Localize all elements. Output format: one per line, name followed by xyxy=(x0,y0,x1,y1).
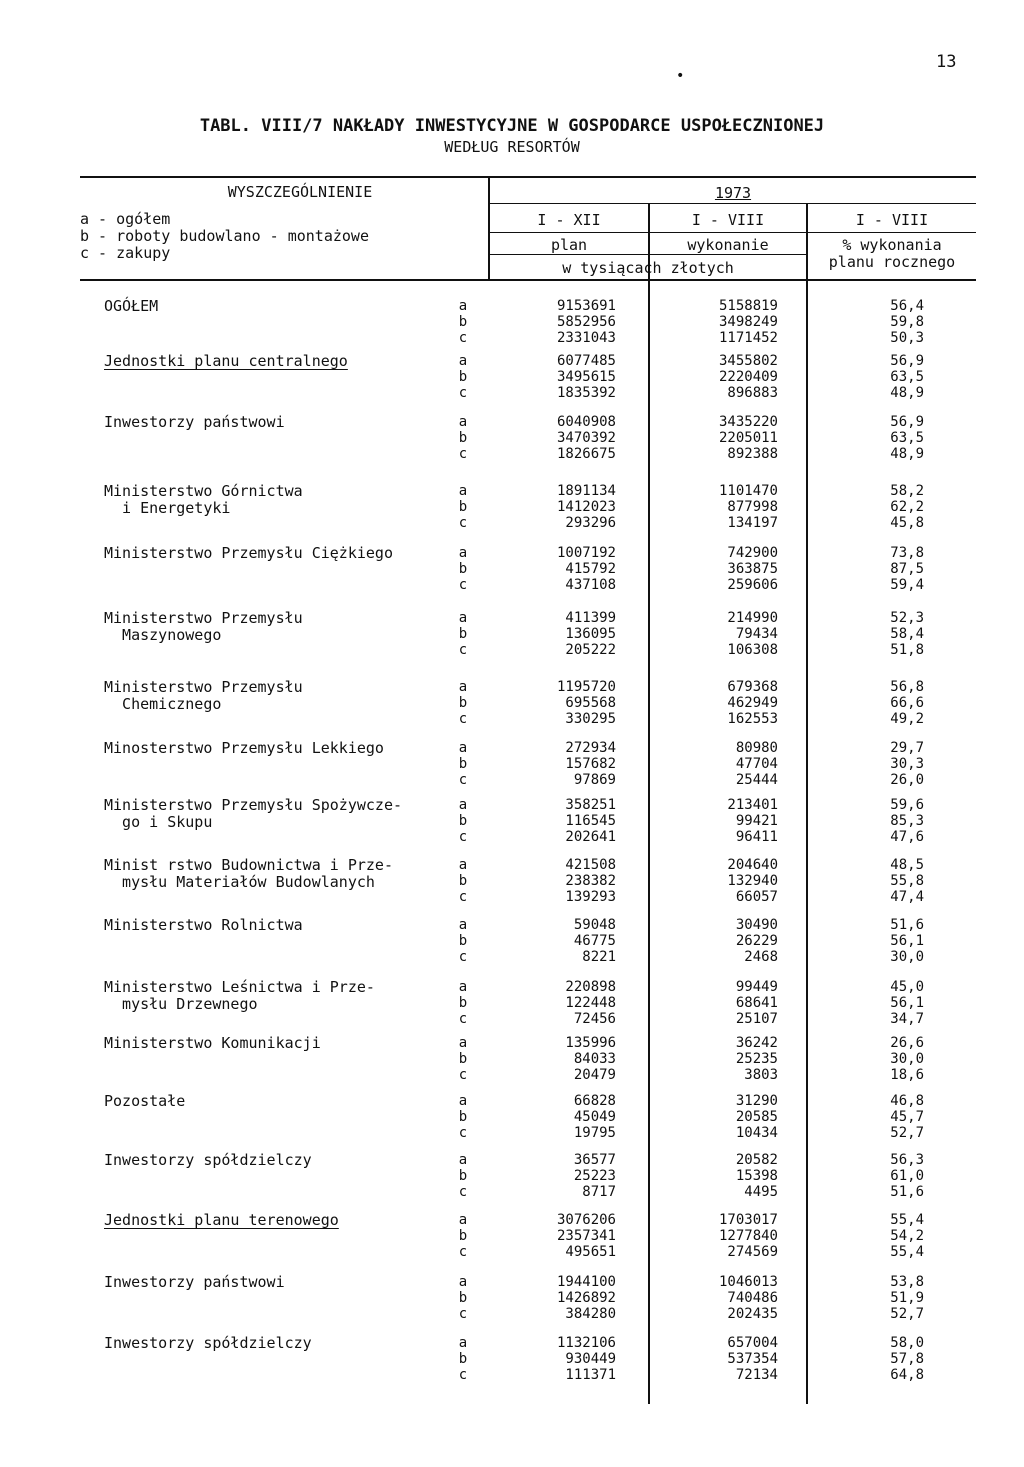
plan-value: 1426892 xyxy=(556,1290,616,1306)
pct-value: 47,4 xyxy=(890,889,924,905)
row-letter: c xyxy=(458,1067,468,1083)
exec-value: 5158819 xyxy=(718,298,778,314)
row-label: Minist rstwo Budownictwa i Prze- xyxy=(104,856,393,874)
row-label: Jednostki planu centralnego xyxy=(104,352,348,370)
exec-value: 1277840 xyxy=(718,1228,778,1244)
exec-value: 25107 xyxy=(735,1011,778,1027)
exec-value: 25235 xyxy=(735,1051,778,1067)
row-label: Ministerstwo Przemysłu xyxy=(104,609,303,627)
exec-value: 47704 xyxy=(735,756,778,772)
row-label: Minosterstwo Przemysłu Lekkiego xyxy=(104,739,384,757)
pct-value: 56,3 xyxy=(890,1152,924,1168)
pct-value: 59,8 xyxy=(890,314,924,330)
pct-value: 48,5 xyxy=(890,857,924,873)
row-letter: b xyxy=(458,499,468,515)
plan-value: 46775 xyxy=(573,933,616,949)
pct-value: 45,0 xyxy=(890,979,924,995)
exec-value: 80980 xyxy=(735,740,778,756)
exec-value: 363875 xyxy=(727,561,778,577)
exec-value: 4495 xyxy=(744,1184,778,1200)
plan-value: 19795 xyxy=(573,1125,616,1141)
pct-value: 66,6 xyxy=(890,695,924,711)
plan-value: 202641 xyxy=(565,829,616,845)
row-label: go i Skupu xyxy=(104,813,213,831)
plan-value: 3470392 xyxy=(556,430,616,446)
plan-value: 6077485 xyxy=(556,353,616,369)
pct-value: 52,7 xyxy=(890,1306,924,1322)
pct-value: 50,3 xyxy=(890,330,924,346)
plan-value: 1007192 xyxy=(556,545,616,561)
plan-value: 8221 xyxy=(582,949,616,965)
pct-value: 61,0 xyxy=(890,1168,924,1184)
row-label: Inwestorzy państwowi xyxy=(104,1273,285,1291)
plan-value: 1835392 xyxy=(556,385,616,401)
row-letter: c xyxy=(458,1306,468,1322)
exec-value: 259606 xyxy=(727,577,778,593)
row-label: Ministerstwo Przemysłu Ciężkiego xyxy=(104,544,393,562)
plan-value: 1195720 xyxy=(556,679,616,695)
spec-heading: WYSZCZEGÓLNIENIE xyxy=(227,183,373,201)
pct-value: 56,1 xyxy=(890,995,924,1011)
pct-value: 55,4 xyxy=(890,1212,924,1228)
exec-value: 1703017 xyxy=(718,1212,778,1228)
plan-value: 8717 xyxy=(582,1184,616,1200)
exec-value: 106308 xyxy=(727,642,778,658)
col1-sub: plan xyxy=(550,236,588,254)
plan-value: 25223 xyxy=(573,1168,616,1184)
pct-value: 58,4 xyxy=(890,626,924,642)
plan-value: 5852956 xyxy=(556,314,616,330)
exec-value: 162553 xyxy=(727,711,778,727)
row-label: OGÓŁEM xyxy=(104,297,159,315)
pct-value: 30,0 xyxy=(890,949,924,965)
plan-value: 1891134 xyxy=(556,483,616,499)
row-label: Jednostki planu terenowego xyxy=(104,1211,339,1229)
plan-value: 495651 xyxy=(565,1244,616,1260)
plan-value: 111371 xyxy=(565,1367,616,1383)
col3-sub2: planu rocznego xyxy=(828,253,956,271)
column-rule-2 xyxy=(806,204,808,1404)
row-label: Maszynowego xyxy=(104,626,222,644)
row-label: Chemicznego xyxy=(104,695,222,713)
pct-value: 56,1 xyxy=(890,933,924,949)
plan-value: 45049 xyxy=(573,1109,616,1125)
col2-period: I - VIII xyxy=(691,211,765,229)
exec-value: 462949 xyxy=(727,695,778,711)
col3-period: I - VIII xyxy=(855,211,929,229)
pct-value: 52,3 xyxy=(890,610,924,626)
exec-value: 877998 xyxy=(727,499,778,515)
row-letter: c xyxy=(458,1184,468,1200)
row-letter: c xyxy=(458,385,468,401)
plan-value: 384280 xyxy=(565,1306,616,1322)
plan-value: 36577 xyxy=(573,1152,616,1168)
pct-value: 85,3 xyxy=(890,813,924,829)
plan-value: 66828 xyxy=(573,1093,616,1109)
page-number: 13 xyxy=(936,52,957,72)
pct-value: 59,4 xyxy=(890,577,924,593)
plan-value: 135996 xyxy=(565,1035,616,1051)
exec-value: 740486 xyxy=(727,1290,778,1306)
exec-value: 26229 xyxy=(735,933,778,949)
exec-value: 204640 xyxy=(727,857,778,873)
plan-value: 139293 xyxy=(565,889,616,905)
exec-value: 31290 xyxy=(735,1093,778,1109)
row-label: mysłu Materiałów Budowlanych xyxy=(104,873,375,891)
row-letter: c xyxy=(458,829,468,845)
table-subtitle: WEDŁUG RESORTÓW xyxy=(444,138,580,156)
exec-value: 1171452 xyxy=(718,330,778,346)
pct-value: 48,9 xyxy=(890,385,924,401)
row-label: Ministerstwo Leśnictwa i Prze- xyxy=(104,978,375,996)
row-letter: a xyxy=(458,740,468,756)
plan-value: 930449 xyxy=(565,1351,616,1367)
row-letter: c xyxy=(458,515,468,531)
row-letter: c xyxy=(458,1244,468,1260)
row-letter: b xyxy=(458,933,468,949)
header-bottom-rule xyxy=(80,279,976,281)
row-letter: b xyxy=(458,1051,468,1067)
plan-value: 415792 xyxy=(565,561,616,577)
row-letter: a xyxy=(458,610,468,626)
row-letter: c xyxy=(458,1367,468,1383)
plan-value: 330295 xyxy=(565,711,616,727)
row-letter: c xyxy=(458,446,468,462)
pct-value: 45,8 xyxy=(890,515,924,531)
exec-value: 25444 xyxy=(735,772,778,788)
pct-value: 45,7 xyxy=(890,1109,924,1125)
plan-value: 293296 xyxy=(565,515,616,531)
row-letter: b xyxy=(458,1168,468,1184)
pct-value: 56,9 xyxy=(890,414,924,430)
row-letter: b xyxy=(458,1228,468,1244)
year-heading: 1973 xyxy=(714,184,752,202)
legend-c: c - zakupy xyxy=(80,244,171,262)
plan-value: 72456 xyxy=(573,1011,616,1027)
exec-value: 1046013 xyxy=(718,1274,778,1290)
row-letter: a xyxy=(458,679,468,695)
plan-value: 3495615 xyxy=(556,369,616,385)
row-label: Ministerstwo Komunikacji xyxy=(104,1034,321,1052)
exec-value: 10434 xyxy=(735,1125,778,1141)
exec-value: 96411 xyxy=(735,829,778,845)
exec-value: 99449 xyxy=(735,979,778,995)
plan-value: 3076206 xyxy=(556,1212,616,1228)
col3-sub1: % wykonania xyxy=(842,236,942,254)
exec-value: 896883 xyxy=(727,385,778,401)
plan-value: 358251 xyxy=(565,797,616,813)
pct-value: 46,8 xyxy=(890,1093,924,1109)
plan-value: 220898 xyxy=(565,979,616,995)
exec-value: 2220409 xyxy=(718,369,778,385)
pct-value: 64,8 xyxy=(890,1367,924,1383)
row-letter: a xyxy=(458,1335,468,1351)
plan-value: 272934 xyxy=(565,740,616,756)
pct-value: 55,8 xyxy=(890,873,924,889)
plan-value: 695568 xyxy=(565,695,616,711)
row-letter: b xyxy=(458,756,468,772)
row-letter: b xyxy=(458,430,468,446)
exec-value: 274569 xyxy=(727,1244,778,1260)
plan-value: 122448 xyxy=(565,995,616,1011)
row-letter: b xyxy=(458,995,468,1011)
row-label: Ministerstwo Przemysłu Spożywcze- xyxy=(104,796,403,814)
exec-value: 679368 xyxy=(727,679,778,695)
plan-value: 20479 xyxy=(573,1067,616,1083)
row-letter: a xyxy=(458,1035,468,1051)
row-letter: b xyxy=(458,1351,468,1367)
row-letter: a xyxy=(458,1093,468,1109)
plan-value: 1412023 xyxy=(556,499,616,515)
exec-value: 132940 xyxy=(727,873,778,889)
plan-value: 421508 xyxy=(565,857,616,873)
pct-value: 53,8 xyxy=(890,1274,924,1290)
pct-value: 51,6 xyxy=(890,1184,924,1200)
column-rule-1 xyxy=(648,204,650,1404)
row-letter: b xyxy=(458,314,468,330)
row-letter: c xyxy=(458,1125,468,1141)
page-mark: • xyxy=(676,68,685,84)
row-letter: c xyxy=(458,577,468,593)
exec-value: 2205011 xyxy=(718,430,778,446)
row-letter: a xyxy=(458,797,468,813)
row-letter: a xyxy=(458,414,468,430)
pct-value: 54,2 xyxy=(890,1228,924,1244)
row-letter: a xyxy=(458,857,468,873)
row-letter: a xyxy=(458,353,468,369)
exec-value: 213401 xyxy=(727,797,778,813)
plan-value: 97869 xyxy=(573,772,616,788)
units-label: w tysiącach złotych xyxy=(562,259,734,277)
plan-value: 157682 xyxy=(565,756,616,772)
row-label: mysłu Drzewnego xyxy=(104,995,258,1013)
plan-value: 136095 xyxy=(565,626,616,642)
exec-value: 657004 xyxy=(727,1335,778,1351)
exec-value: 99421 xyxy=(735,813,778,829)
row-label: Ministerstwo Rolnictwa xyxy=(104,916,303,934)
exec-value: 3498249 xyxy=(718,314,778,330)
header-top-rule xyxy=(80,176,976,178)
row-letter: a xyxy=(458,298,468,314)
pct-value: 56,4 xyxy=(890,298,924,314)
row-letter: c xyxy=(458,711,468,727)
exec-value: 742900 xyxy=(727,545,778,561)
plan-value: 411399 xyxy=(565,610,616,626)
pct-value: 29,7 xyxy=(890,740,924,756)
row-letter: c xyxy=(458,772,468,788)
exec-value: 202435 xyxy=(727,1306,778,1322)
row-letter: a xyxy=(458,1152,468,1168)
pct-value: 56,9 xyxy=(890,353,924,369)
plan-value: 437108 xyxy=(565,577,616,593)
row-label: Inwestorzy spółdzielczy xyxy=(104,1151,312,1169)
row-letter: a xyxy=(458,483,468,499)
units-rule xyxy=(490,254,808,255)
pct-value: 18,6 xyxy=(890,1067,924,1083)
period-rule xyxy=(490,232,976,233)
plan-value: 1944100 xyxy=(556,1274,616,1290)
pct-value: 49,2 xyxy=(890,711,924,727)
exec-value: 72134 xyxy=(735,1367,778,1383)
exec-value: 214990 xyxy=(727,610,778,626)
pct-value: 63,5 xyxy=(890,369,924,385)
row-letter: c xyxy=(458,1011,468,1027)
row-letter: b xyxy=(458,695,468,711)
plan-value: 1132106 xyxy=(556,1335,616,1351)
exec-value: 1101470 xyxy=(718,483,778,499)
plan-value: 6040908 xyxy=(556,414,616,430)
row-label: Ministerstwo Przemysłu xyxy=(104,678,303,696)
pct-value: 63,5 xyxy=(890,430,924,446)
plan-value: 84033 xyxy=(573,1051,616,1067)
exec-value: 892388 xyxy=(727,446,778,462)
row-letter: b xyxy=(458,561,468,577)
plan-value: 2357341 xyxy=(556,1228,616,1244)
pct-value: 59,6 xyxy=(890,797,924,813)
exec-value: 20585 xyxy=(735,1109,778,1125)
plan-value: 59048 xyxy=(573,917,616,933)
row-letter: a xyxy=(458,545,468,561)
row-letter: b xyxy=(458,1109,468,1125)
plan-value: 2331043 xyxy=(556,330,616,346)
exec-value: 2468 xyxy=(744,949,778,965)
plan-value: 1826675 xyxy=(556,446,616,462)
pct-value: 87,5 xyxy=(890,561,924,577)
row-label: i Energetyki xyxy=(104,499,231,517)
exec-value: 3803 xyxy=(744,1067,778,1083)
exec-value: 3435220 xyxy=(718,414,778,430)
pct-value: 30,0 xyxy=(890,1051,924,1067)
exec-value: 537354 xyxy=(727,1351,778,1367)
legend-a: a - ogółem xyxy=(80,210,171,228)
pct-value: 57,8 xyxy=(890,1351,924,1367)
pct-value: 48,9 xyxy=(890,446,924,462)
pct-value: 34,7 xyxy=(890,1011,924,1027)
exec-value: 20582 xyxy=(735,1152,778,1168)
exec-value: 134197 xyxy=(727,515,778,531)
legend-b: b - roboty budowlano - montażowe xyxy=(80,227,369,245)
plan-value: 9153691 xyxy=(556,298,616,314)
pct-value: 56,8 xyxy=(890,679,924,695)
pct-value: 51,8 xyxy=(890,642,924,658)
pct-value: 30,3 xyxy=(890,756,924,772)
exec-value: 30490 xyxy=(735,917,778,933)
pct-value: 47,6 xyxy=(890,829,924,845)
row-letter: b xyxy=(458,626,468,642)
year-rule xyxy=(490,203,976,204)
row-label: Ministerstwo Górnictwa xyxy=(104,482,303,500)
row-letter: a xyxy=(458,979,468,995)
col1-period: I - XII xyxy=(537,211,601,229)
row-letter: a xyxy=(458,1274,468,1290)
exec-value: 15398 xyxy=(735,1168,778,1184)
row-letter: c xyxy=(458,330,468,346)
row-label: Inwestorzy państwowi xyxy=(104,413,285,431)
pct-value: 52,7 xyxy=(890,1125,924,1141)
row-letter: b xyxy=(458,369,468,385)
exec-value: 66057 xyxy=(735,889,778,905)
col2-sub: wykonanie xyxy=(687,236,769,254)
pct-value: 26,6 xyxy=(890,1035,924,1051)
plan-value: 116545 xyxy=(565,813,616,829)
row-letter: a xyxy=(458,917,468,933)
row-letter: b xyxy=(458,813,468,829)
row-letter: c xyxy=(458,642,468,658)
row-letter: c xyxy=(458,949,468,965)
pct-value: 55,4 xyxy=(890,1244,924,1260)
pct-value: 58,0 xyxy=(890,1335,924,1351)
pct-value: 51,9 xyxy=(890,1290,924,1306)
pct-value: 58,2 xyxy=(890,483,924,499)
row-label: Inwestorzy spółdzielczy xyxy=(104,1334,312,1352)
exec-value: 79434 xyxy=(735,626,778,642)
row-letter: b xyxy=(458,1290,468,1306)
pct-value: 26,0 xyxy=(890,772,924,788)
row-letter: a xyxy=(458,1212,468,1228)
exec-value: 3455802 xyxy=(718,353,778,369)
row-letter: c xyxy=(458,889,468,905)
pct-value: 73,8 xyxy=(890,545,924,561)
plan-value: 205222 xyxy=(565,642,616,658)
table-title: TABL. VIII/7 NAKŁADY INWESTYCYJNE W GOSPODARCE USPOŁECZNIONEJ xyxy=(199,116,825,136)
pct-value: 62,2 xyxy=(890,499,924,515)
plan-value: 238382 xyxy=(565,873,616,889)
exec-value: 68641 xyxy=(735,995,778,1011)
pct-value: 51,6 xyxy=(890,917,924,933)
exec-value: 36242 xyxy=(735,1035,778,1051)
row-label: Pozostałe xyxy=(104,1092,186,1110)
row-letter: b xyxy=(458,873,468,889)
